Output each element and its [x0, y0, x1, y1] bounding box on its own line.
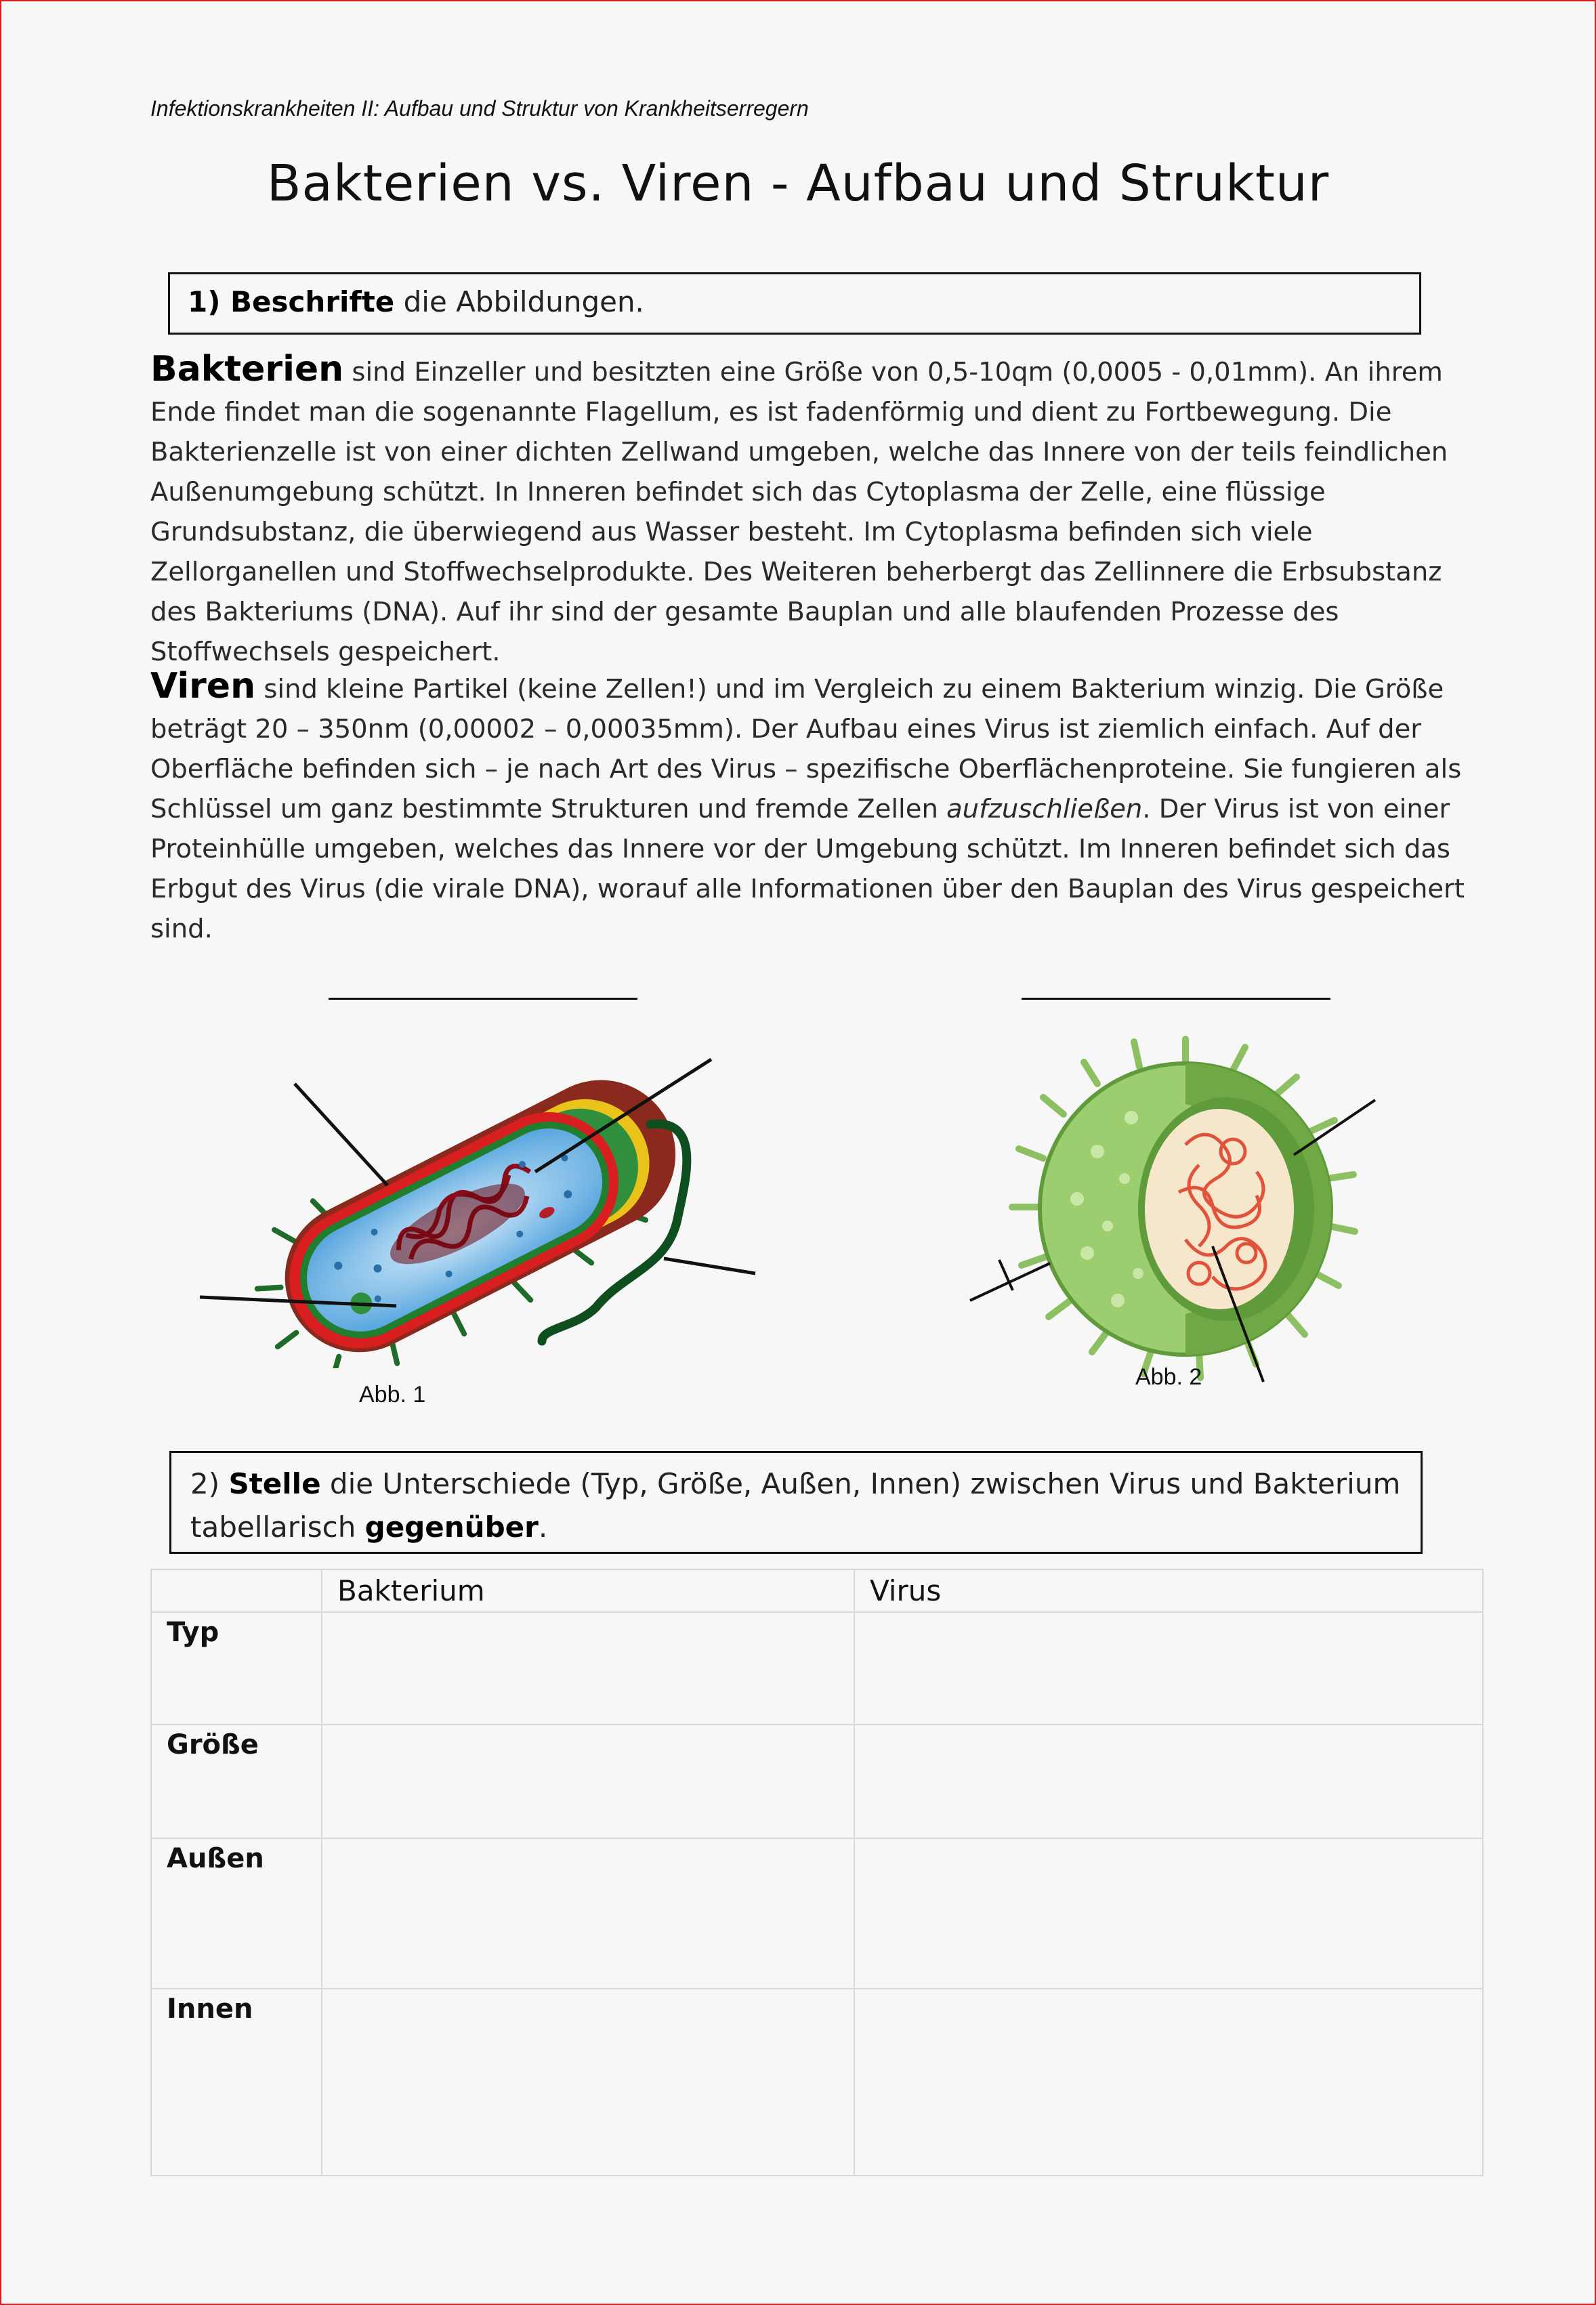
table-header-bakterium: Bakterium	[322, 1569, 854, 1612]
cell-groesse-bakterium[interactable]	[322, 1725, 854, 1838]
virus-lead: Viren	[150, 666, 256, 706]
table-header-empty	[151, 1569, 322, 1612]
cell-groesse-virus[interactable]	[854, 1725, 1483, 1838]
fig1-title-answer-line[interactable]	[329, 998, 637, 1000]
task-2-end: .	[538, 1510, 548, 1544]
bacteria-lead: Bakterien	[150, 349, 344, 389]
bacteria-paragraph	[150, 350, 1482, 672]
cell-aussen-virus[interactable]	[854, 1838, 1483, 1989]
row-label-groesse: Größe	[151, 1725, 322, 1838]
cell-aussen-bakterium[interactable]	[322, 1838, 854, 1989]
fig2-caption: Abb. 2	[1135, 1364, 1202, 1390]
table-header-row	[151, 1569, 1483, 1612]
bacteria-text: sind Einzeller und besitzten eine Größe von 0,5-10qm (0,0005 - 0,01mm). An ihrem Ende findet man die sogenannte Flagellum, es ist fadenförmig und dient zu Fortbewegung. Die Bakterienzelle ist von einer dichten Zellwand umgeben, welche das Innere von der teils feindlichen Außenumgebung schützt. In Inneren befindet sich das Cytoplasma der Zelle, eine flüssige Grundsubstanz, die überwiegend aus Wasser besteht. Im Cytoplasma befinden sich viele Zellorganellen und Stoffwechselprodukte. Des Weiteren beherbergt das Zellinnere die Erbsubstanz des Bakteriums (DNA). Auf ihr sind der gesamte Bauplan und alle blaufenden Prozesse des Stoffwechsels gespeichert.	[150, 357, 1448, 667]
table-row	[151, 1612, 1483, 1725]
task-2-text: die Unterschiede (Typ, Größe, Außen, Innen) zwischen Virus und Bakterium tabellarisch	[190, 1467, 1401, 1544]
virus-text-italic: aufzuschließen	[946, 794, 1143, 824]
table-row	[151, 1725, 1483, 1838]
header-note: Infektionskrankheiten II: Aufbau und Struktur von Krankheitserregern	[150, 96, 809, 121]
virus-text-b: . Der Virus ist von einer Proteinhülle umgeben, welches das Innere vor der Umgebung schützt. Im Inneren befindet sich das Erbgut des Virus (die virale DNA), worauf alle Informationen über den Bauplan des Virus gespeichert sind.	[150, 794, 1465, 944]
bacterium-illustration	[190, 1043, 772, 1368]
table-row	[151, 1838, 1483, 1989]
virus-paragraph	[150, 667, 1482, 949]
cell-typ-virus[interactable]	[854, 1612, 1483, 1725]
fig1-caption: Abb. 1	[359, 1382, 426, 1408]
cell-typ-bakterium[interactable]	[322, 1612, 854, 1725]
fig2-title-answer-line[interactable]	[1022, 998, 1330, 1000]
comparison-table	[150, 1569, 1484, 2176]
cell-innen-bakterium[interactable]	[322, 1989, 854, 2176]
page-title: Bakterien vs. Viren - Aufbau und Struktur	[266, 154, 1330, 213]
table-header-virus: Virus	[854, 1569, 1483, 1612]
virus-illustration	[962, 1030, 1395, 1395]
task-2-verb-2: gegenüber	[364, 1510, 539, 1544]
task-2-box	[169, 1451, 1423, 1554]
task-1-text: die Abbildungen.	[394, 285, 644, 318]
task-1-box	[168, 272, 1421, 335]
row-label-innen: Innen	[151, 1989, 322, 2176]
task-2-verb: Stelle	[228, 1467, 321, 1500]
task-1-verb: 1) Beschrifte	[188, 285, 395, 318]
row-label-typ: Typ	[151, 1612, 322, 1725]
virus-text-a: sind kleine Partikel (keine Zellen!) und im Vergleich zu einem Bakterium winzig. Die Größe beträgt 20 – 350nm (0,00002 – 0,00035mm). Der Aufbau eines Virus ist ziemlich einfach. Auf der Oberfläche befinden sich – je nach Art des Virus – spezifische Oberflächenproteine. Sie fungieren als Schlüssel um ganz bestimmte Strukturen und fremde Zellen	[150, 674, 1462, 824]
task-2-number: 2)	[190, 1467, 229, 1500]
cell-innen-virus[interactable]	[854, 1989, 1483, 2176]
row-label-aussen: Außen	[151, 1838, 322, 1989]
table-row	[151, 1989, 1483, 2176]
